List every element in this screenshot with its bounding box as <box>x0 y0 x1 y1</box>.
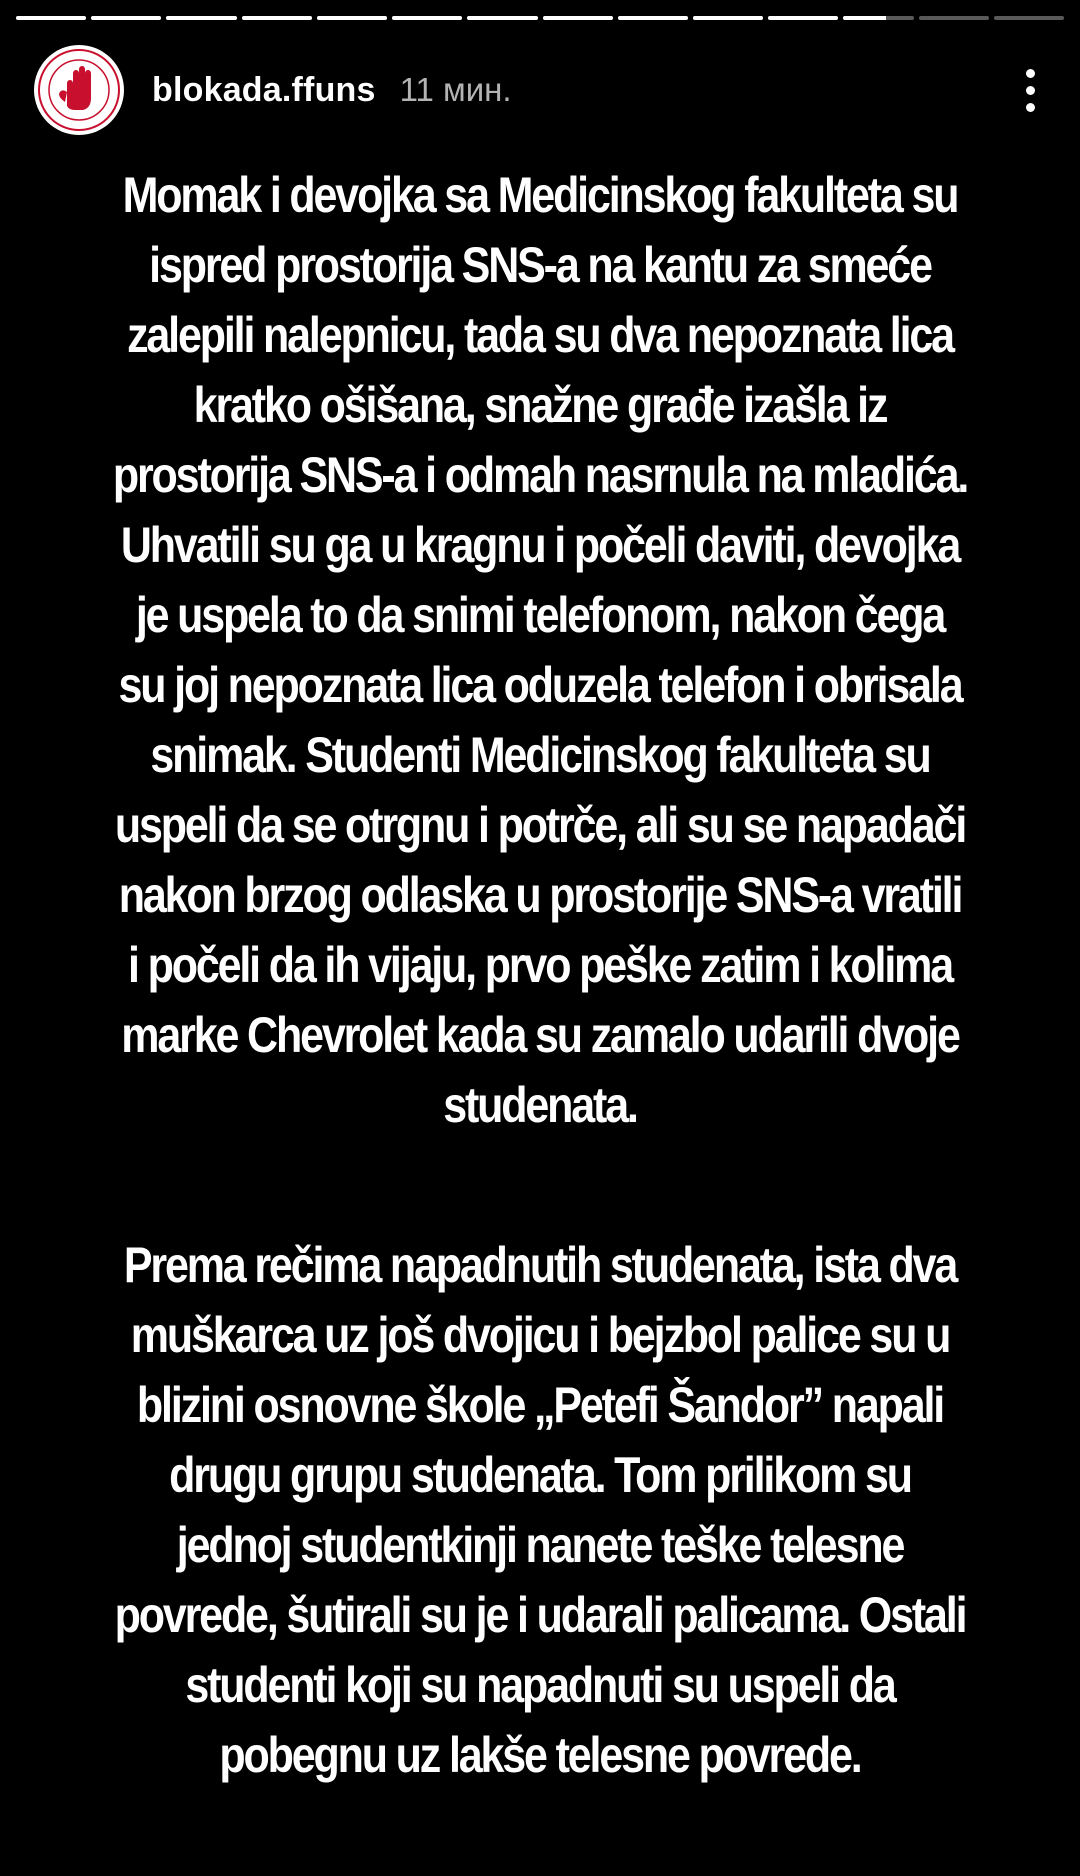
progress-segment-fill <box>693 16 763 20</box>
progress-segment <box>242 16 312 20</box>
progress-segment <box>543 16 613 20</box>
story-header <box>34 44 1060 136</box>
progress-segment <box>919 16 989 20</box>
progress-segment-fill <box>392 16 462 20</box>
story-timestamp: 11 мин. <box>399 71 512 108</box>
progress-segment-fill <box>467 16 537 20</box>
avatar-logo-graphic <box>37 48 121 132</box>
story-paragraph: Momak i devojka sa Medicinskog fakulteta su ispred prostorija SNS-a na kantu za smeće zalepili nalepnicu, tada su dva nepoznata lica kratko ošišana, snažne građe izašla iz prostorija SNS-a i odmah nasrnula na mladića. Uhvatili su ga u kragnu i počeli daviti, devojka je uspela to da snimi telefonom, nakon čega su joj nepoznata lica oduzela telefon i obrisala snimak. Studenti Medicinskog fakulteta su uspeli da se otrgnu i potrče, ali su se napadači nakon brzog odlaska u prostorije SNS-a vratili i počeli da ih vijaju, prvo peške zatim i kolima marke Chevrolet kada su zamalo udarili dvoje studenata. <box>112 167 968 1133</box>
story-paragraph: Prema rečima napadnutih studenata, ista dva muškarca uz još dvojicu i bejzbol palice su u blizini osnovne škole „Petefi Šandor” napali drugu grupu studenata. Tom prilikom su jednoj studentkinji nanete teške telesne povrede, šutirali su je i udarali palicama. Ostali studenti koji su napadnuti su uspeli da pobegnu uz lakše telesne povrede. <box>114 1237 966 1783</box>
university-logo-icon[interactable] <box>34 45 124 135</box>
progress-segment <box>768 16 838 20</box>
progress-segment <box>467 16 537 20</box>
progress-segment-fill <box>317 16 387 20</box>
progress-segment-fill <box>242 16 312 20</box>
progress-segment <box>16 16 86 20</box>
more-dot <box>1026 86 1035 95</box>
progress-segment-fill <box>618 16 688 20</box>
progress-segment <box>693 16 763 20</box>
progress-segment-fill <box>843 16 885 20</box>
progress-segment <box>843 16 913 20</box>
more-vertical-icon[interactable] <box>1000 60 1060 120</box>
username[interactable]: blokada.ffuns <box>152 70 376 109</box>
progress-segment <box>91 16 161 20</box>
progress-segment <box>618 16 688 20</box>
progress-segment <box>994 16 1064 20</box>
story-progress-bar <box>16 16 1064 20</box>
progress-segment-fill <box>543 16 613 20</box>
progress-segment <box>317 16 387 20</box>
progress-segment-fill <box>166 16 236 20</box>
more-dot <box>1026 103 1035 112</box>
progress-segment <box>166 16 236 20</box>
progress-segment-fill <box>768 16 838 20</box>
more-dot <box>1026 69 1035 78</box>
story-text-content <box>110 160 970 1790</box>
progress-segment-fill <box>91 16 161 20</box>
progress-segment <box>392 16 462 20</box>
progress-segment-fill <box>16 16 86 20</box>
